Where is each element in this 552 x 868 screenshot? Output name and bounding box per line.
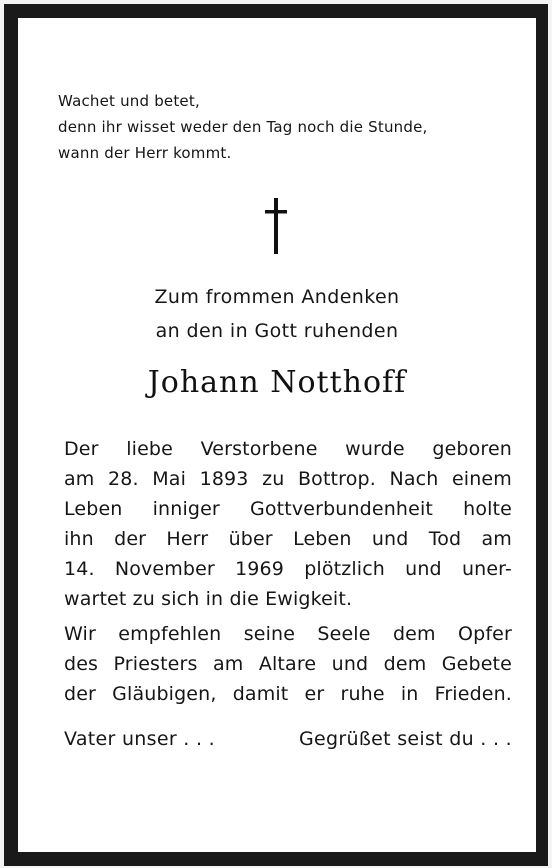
biography-line: ihn der Herr über Leben und Tod am — [64, 528, 512, 550]
prayer-request-line: der Gläubigen, damit er ruhe in Frieden. — [64, 683, 512, 705]
verse-line: wann der Herr kommt. — [58, 144, 232, 162]
prayer-request-line: Wir empfehlen seine Seele dem Opfer — [64, 623, 512, 645]
prayer-request-line: des Priesters am Altare und dem Gebete — [64, 653, 512, 675]
biography — [64, 434, 512, 709]
biography-line: 14. November 1969 plötzlich und uner- — [64, 558, 512, 580]
deceased-name: Johann Notthoff — [147, 365, 407, 400]
black-mourning-border — [4, 4, 548, 866]
biography-line: Leben inniger Gottverbundenheit holte — [64, 498, 512, 520]
bible-verse — [58, 88, 518, 166]
memorial-line-2: an den in Gott ruhenden — [155, 320, 399, 342]
verse-line: denn ihr wisset weder den Tag noch die Stunde, — [58, 118, 428, 136]
prayer-hail-mary: Gegrüßet seist du . . . — [299, 728, 512, 750]
closing-prayers — [64, 728, 512, 750]
biography-line: wartet zu sich in die Ewigkeit. — [64, 588, 353, 610]
memorial-card — [18, 18, 536, 852]
prayer-our-father: Vater unser . . . — [64, 728, 215, 750]
verse-line: Wachet und betet, — [58, 92, 200, 110]
biography-line: Der liebe Verstorbene wurde geboren — [64, 438, 512, 460]
cross-icon — [261, 196, 291, 256]
memorial-line-1: Zum frommen Andenken — [154, 286, 400, 308]
biography-line: am 28. Mai 1893 zu Bottrop. Nach einem — [64, 468, 512, 490]
